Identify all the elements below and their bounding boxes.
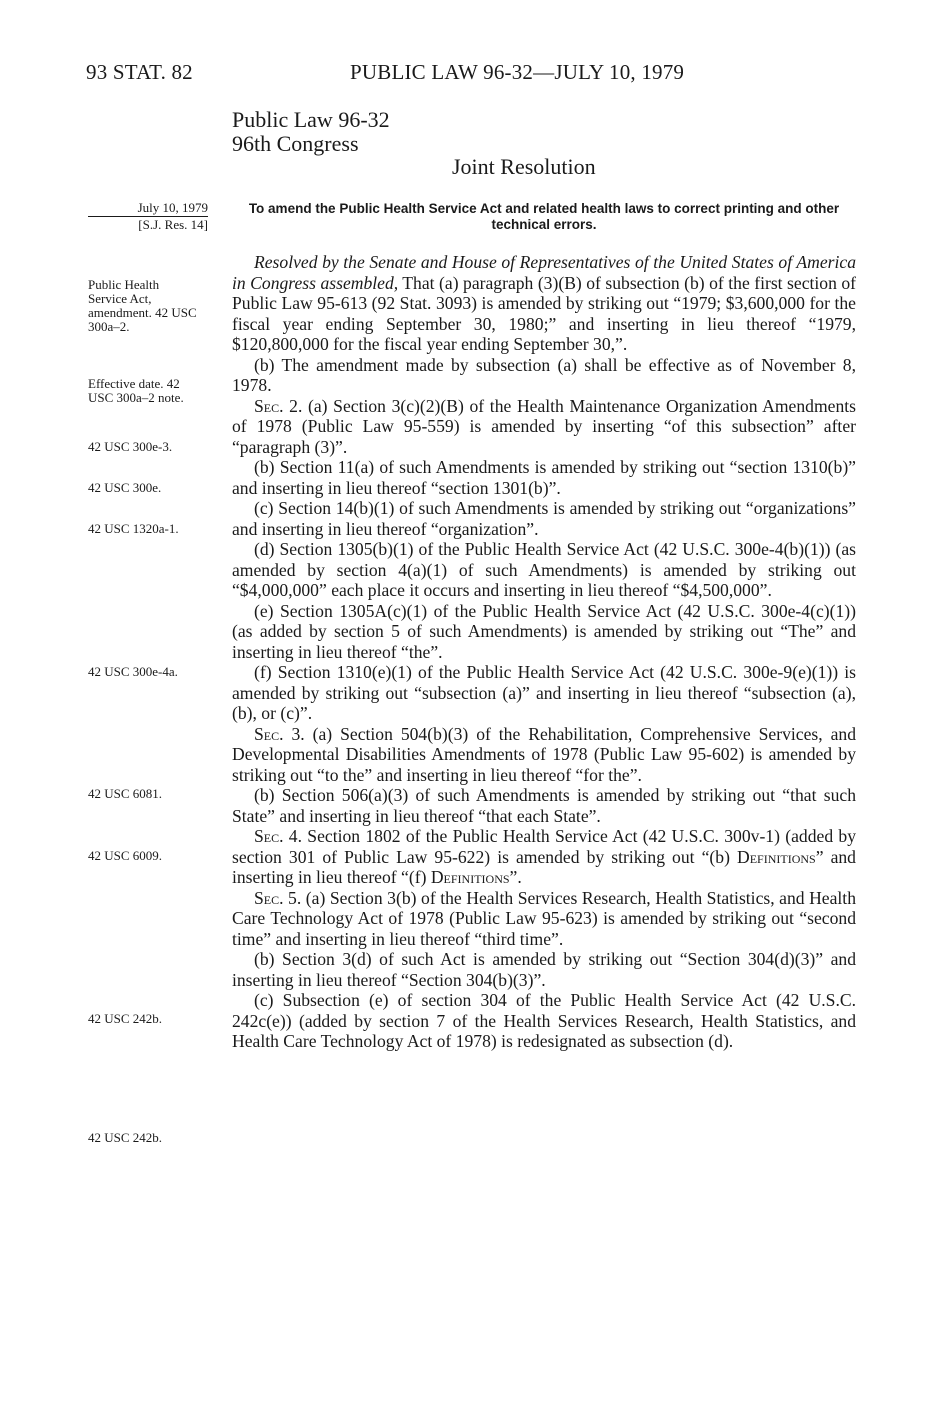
paragraph: Resolved by the Senate and House of Representatives of the United States of America in Congress assembled, That (a) paragraph (3)(B) of subsection (b) of the first section of Public Law 95-613 (92 Stat. 3093) is amended by striking out “1979; $3,600,000 for the fiscal year ending September 30, 1980;” and inserting in lieu thereof “1979, $120,800,000 for the fiscal year ending September 30,”. (232, 252, 856, 354)
paragraph: (b) Section 3(d) of such Act is amended by striking out “Section 304(d)(3)” and inserting in lieu thereof “Section 304(b)(3)”. (232, 949, 856, 990)
margin-note: 42 USC 6009. (88, 848, 163, 863)
paragraph: (c) Section 14(b)(1) of such Amendments is amended by striking out “organizations” and inserting in lieu thereof “organization”. (232, 498, 856, 539)
enactment-date: July 10, 1979 (88, 200, 208, 217)
margin-note: 42 USC 6081. (88, 786, 163, 801)
congress-number: 96th Congress (232, 131, 359, 156)
page-stat-number: 93 STAT. 82 (86, 60, 193, 84)
margin-note: 42 USC 242b. (88, 1130, 163, 1145)
margin-note: 42 USC 300e. (88, 480, 162, 495)
margin-note: 42 USC 242b. (88, 1011, 163, 1026)
paragraph: Sec. 4. Section 1802 of the Public Health Service Act (42 U.S.C. 300v-1) (added by section 301 of Public Law 95-622) is amended by striking out “(b) Definitions” and inserting in lieu thereof “(f) Definitions”. (232, 826, 856, 887)
section-label: Sec. 3. (254, 723, 305, 744)
resolution-body (232, 252, 856, 1052)
date-box (88, 200, 208, 233)
bill-number: [S.J. Res. 14] (138, 217, 208, 232)
enacting-clause: Resolved by the Senate and House of Representatives of the United States of America in Congress assembled, (232, 252, 856, 293)
paragraph: (b) Section 11(a) of such Amendments is amended by striking out “section 1310(b)” and inserting in lieu thereof “section 1301(b)”. (232, 457, 856, 498)
margin-note: 42 USC 1320a-1. (88, 521, 179, 536)
paragraph: (b) Section 506(a)(3) of such Amendments is amended by striking out “that such State” and inserting in lieu thereof “that each State”. (232, 785, 856, 826)
paragraph: (c) Subsection (e) of section 304 of the Public Health Service Act (42 U.S.C. 242c(e)) (added by section 7 of the Health Services Research, Health Statistics, and Health Care Technology Act of 1978) is redesignated as subsection (d). (232, 990, 856, 1051)
paragraph: Sec. 5. (a) Section 3(b) of the Health Services Research, Health Statistics, and Health Care Technology Act of 1978 (Public Law 95-623) is amended by striking out “second time” and inserting in lieu thereof “third time”. (232, 887, 856, 949)
paragraph: Sec. 2. (a) Section 3(c)(2)(B) of the Health Maintenance Organization Amendments of 1978 (Public Law 95-559) is amended by inserting “of this subsection” after “paragraph (3)”. (232, 395, 856, 457)
running-title: PUBLIC LAW 96-32—JULY 10, 1979 (350, 60, 685, 84)
margin-note: Public Health Service Act, amendment. 42 USC 300a–2. (88, 277, 197, 334)
margin-note: Effective date. 42 USC 300a–2 note. (88, 376, 184, 405)
margin-note: 42 USC 300e-4a. (88, 664, 178, 679)
public-law-number: Public Law 96-32 (232, 107, 390, 132)
paragraph: (d) Section 1305(b)(1) of the Public Health Service Act (42 U.S.C. 300e-4(b)(1)) (as amended by section 4(a)(1) of such Amendments) is amended by striking out “$4,000,000” each place it occurs and inserting in lieu thereof “$4,500,000”. (232, 539, 856, 600)
purpose-statement: To amend the Public Health Service Act and related health laws to correct printing and other technical errors. (248, 201, 840, 232)
section-label: Sec. 4. (254, 826, 303, 846)
paragraph: (b) The amendment made by subsection (a) shall be effective as of November 8, 1978. (232, 354, 856, 395)
paragraph: Sec. 3. (a) Section 504(b)(3) of the Rehabilitation, Comprehensive Services, and Developmental Disabilities Amendments of 1978 (Public Law 95-602) is amended by striking out “to the” and inserting in lieu thereof “for the”. (232, 723, 856, 785)
document-type-heading: Joint Resolution (452, 154, 596, 179)
paragraph: (f) Section 1310(e)(1) of the Public Health Service Act (42 U.S.C. 300e-9(e)(1)) is amended by striking out “subsection (a)” and inserting in lieu thereof “subsection (a), (b), or (c)”. (232, 662, 856, 723)
section-label: Sec. 5. (254, 887, 302, 908)
section-label: Sec. 2. (254, 395, 303, 416)
paragraph: (e) Section 1305A(c)(1) of the Public Health Service Act (42 U.S.C. 300e-4(c)(1)) (as added by section 5 of such Amendments) is amended by striking out “The” and inserting in lieu thereof “the”. (232, 600, 856, 662)
margin-note: 42 USC 300e-3. (88, 439, 173, 454)
